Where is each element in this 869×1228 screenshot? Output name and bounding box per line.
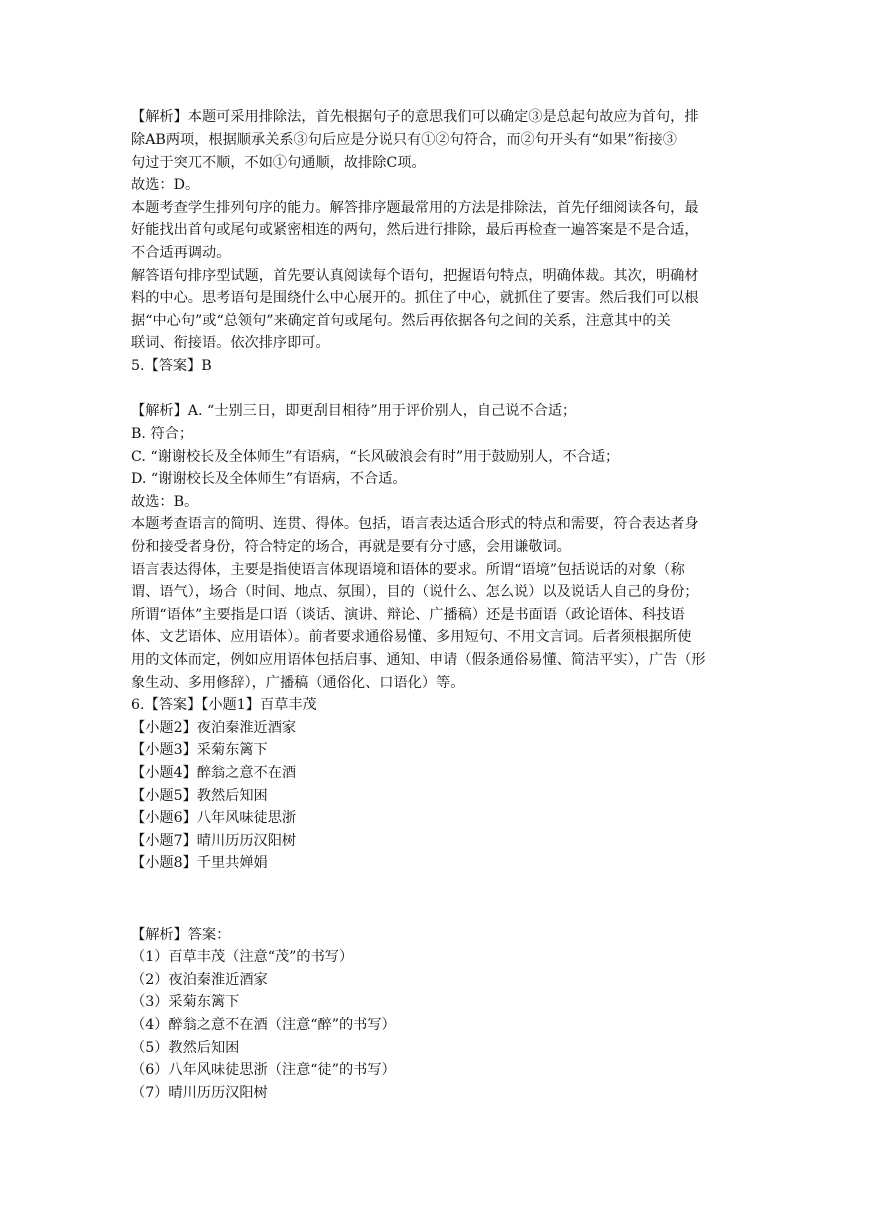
text-line: 本题考查学生排列句序的能力。解答排序题最常用的方法是排除法，首先仔细阅读各句，最 <box>131 200 699 216</box>
text-line: 份和接受者身份，符合特定的场合，再就是要有分寸感，会用谦敬词。 <box>131 539 571 555</box>
text-line: 联词、衔接语。依次排序即可。 <box>131 335 330 351</box>
answer-heading-q6: 6.【答案】【小题1】百草丰茂 <box>131 697 317 713</box>
text-line: 【解析】A. “士别三日，即更刮目相待”用于评价别人，自己说不合适； <box>131 403 577 419</box>
text-line: 除AB两项，根据顺承关系③句后应是分说只有①②句符合，而②句开头有“如果”衔接③ <box>131 132 677 148</box>
text-line: 好能找出首句或尾句或紧密相连的两句，然后进行排除，最后再检查一遍答案是不是合适， <box>131 222 699 238</box>
sub-answer-line: 【小题5】教然后知困 <box>131 788 268 804</box>
text-line: （4）醉翁之意不在酒（注意“醉”的书写） <box>131 1017 396 1033</box>
text-line: 故选：D。 <box>131 177 200 193</box>
text-line: 【解析】答案： <box>131 927 231 943</box>
text-line: 【解析】本题可采用排除法，首先根据句子的意思我们可以确定③是总起句故应为首句，排 <box>131 109 699 125</box>
text-line: 料的中心。思考语句是围绕什么中心展开的。抓住了中心，就抓住了要害。然后我们可以根 <box>131 290 699 306</box>
text-line: 故选：B。 <box>131 494 199 510</box>
text-line: 本题考查语言的简明、连贯、得体。包括，语言表达适合形式的特点和需要，符合表达者身 <box>131 516 699 532</box>
text-line: C. “谢谢校长及全体师生”有语病，“长风破浪会有时”用于鼓励别人，不合适； <box>131 449 620 465</box>
text-line: 所谓“语体”主要指是口语（谈话、演讲、辩论、广播稿）还是书面语（政论语体、科技语 <box>131 607 685 623</box>
text-line: 语言表达得体，主要是指使语言体现语境和语体的要求。所谓“语境”包括说话的对象（称 <box>131 562 685 578</box>
sub-answer-line: 【小题2】夜泊秦淮近酒家 <box>131 720 297 736</box>
sub-answer-line: 【小题8】千里共婵娟 <box>131 855 268 871</box>
text-line: （2）夜泊秦淮近酒家 <box>131 972 268 988</box>
text-line: 谓、语气），场合（时间、地点、氛围），目的（说什么、怎么说）以及说话人自己的身份； <box>131 584 699 600</box>
text-line: （5）教然后知困 <box>131 1040 240 1056</box>
text-line: 句过于突兀不顺，不如①句通顺，故排除C项。 <box>131 155 426 171</box>
text-line: 据“中心句”或“总领句”来确定首句或尾句。然后再依据各句之间的关系，注意其中的关 <box>131 313 671 329</box>
text-line: 不合适再调动。 <box>131 245 231 261</box>
text-line: （6）八年风味徒思浙（注意“徒”的书写） <box>131 1062 396 1078</box>
text-line: B. 符合； <box>131 426 194 442</box>
text-line: （7）晴川历历汉阳树 <box>131 1085 268 1101</box>
sub-answer-line: 【小题7】晴川历历汉阳树 <box>131 833 297 849</box>
sub-answer-line: 【小题6】八年风味徒思浙 <box>131 810 297 826</box>
sub-answer-line: 【小题4】醉翁之意不在酒 <box>131 765 297 781</box>
answer-heading-q5: 5.【答案】B <box>131 358 212 374</box>
text-line: 象生动、多用修辞），广播稿（通俗化、口语化）等。 <box>131 675 465 691</box>
text-line: D. “谢谢校长及全体师生”有语病，不合适。 <box>131 471 407 487</box>
text-line: 用的文体而定，例如应用语体包括启事、通知、申请（假条通俗易懂、简洁平实），广告（形 <box>131 652 706 668</box>
text-line: （3）采菊东篱下 <box>131 994 240 1010</box>
text-line: 解答语句排序型试题，首先要认真阅读每个语句，把握语句特点，明确体裁。其次，明确材 <box>131 268 699 284</box>
text-line: 体、文艺语体、应用语体）。前者要求通俗易懂、多用短句、不用文言词。后者须根据所使 <box>131 629 692 645</box>
sub-answer-line: 【小题3】采菊东篱下 <box>131 742 268 758</box>
text-line: （1）百草丰茂（注意“茂”的书写） <box>131 949 354 965</box>
